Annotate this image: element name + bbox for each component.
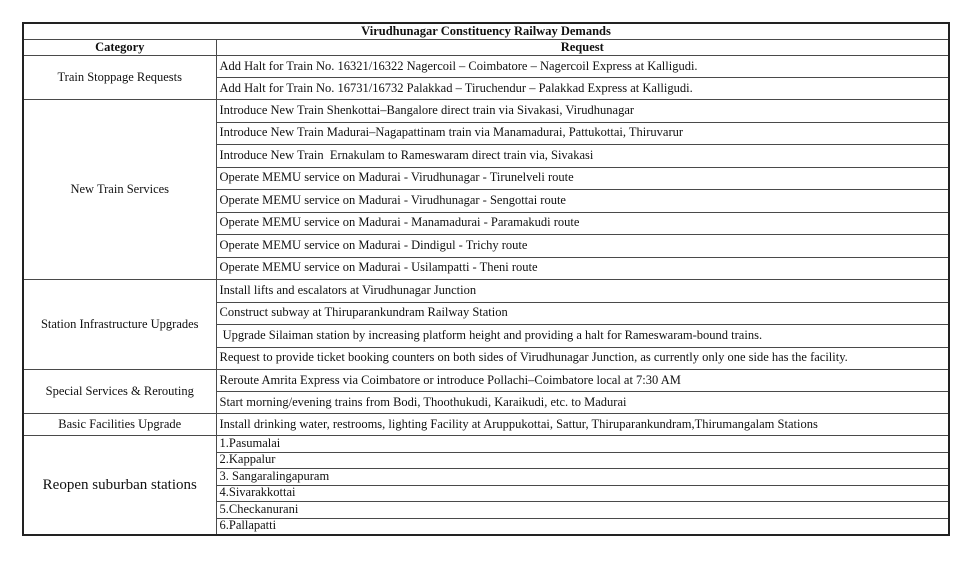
request-cell: Add Halt for Train No. 16731/16732 Palakkad – Tiruchendur – Palakkad Express at Kalligudi. <box>216 78 949 100</box>
request-cell: Install lifts and escalators at Virudhunagar Junction <box>216 280 949 303</box>
request-cell: Introduce New Train Ernakulam to Rameswaram direct train via, Sivakasi <box>216 145 949 168</box>
request-cell: Add Halt for Train No. 16321/16322 Nagercoil – Coimbatore – Nagercoil Express at Kalligudi. <box>216 56 949 78</box>
request-cell: Operate MEMU service on Madurai - Virudhunagar - Sengottai route <box>216 190 949 213</box>
request-cell: 6.Pallapatti <box>216 518 949 535</box>
category-cell: Basic Facilities Upgrade <box>23 414 216 436</box>
request-cell: Start morning/evening trains from Bodi, Thoothukudi, Karaikudi, etc. to Madurai <box>216 392 949 414</box>
request-cell: 3. Sangaralingapuram <box>216 469 949 486</box>
request-cell: 1.Pasumalai <box>216 436 949 453</box>
request-cell: Introduce New Train Shenkottai–Bangalore direct train via Sivakasi, Virudhunagar <box>216 100 949 123</box>
request-cell: Construct subway at Thiruparankundram Railway Station <box>216 302 949 325</box>
table-row <box>23 370 949 392</box>
table-row <box>23 414 949 436</box>
category-cell: New Train Services <box>23 100 216 280</box>
request-cell: 2.Kappalur <box>216 452 949 469</box>
request-cell: Operate MEMU service on Madurai - Usilampatti - Theni route <box>216 257 949 280</box>
table-row <box>23 56 949 78</box>
request-cell: 4.Sivarakkottai <box>216 485 949 502</box>
request-cell: Request to provide ticket booking counters on both sides of Virudhunagar Junction, as currently only one side has the facility. <box>216 347 949 370</box>
table-row <box>23 100 949 123</box>
request-cell: Upgrade Silaiman station by increasing platform height and providing a halt for Rameswaram-bound trains. <box>216 325 949 348</box>
category-cell: Train Stoppage Requests <box>23 56 216 100</box>
request-cell: Install drinking water, restrooms, lighting Facility at Aruppukottai, Sattur, Thiruparankundram,Thirumangalam Stations <box>216 414 949 436</box>
request-cell: Operate MEMU service on Madurai - Manamadurai - Paramakudi route <box>216 212 949 235</box>
railway-demands-table <box>22 22 950 536</box>
request-cell: Operate MEMU service on Madurai - Virudhunagar - Tirunelveli route <box>216 167 949 190</box>
request-cell: Introduce New Train Madurai–Nagapattinam train via Manamadurai, Pattukottai, Thiruvarur <box>216 122 949 145</box>
request-cell: 5.Checkanurani <box>216 502 949 519</box>
table-title: Virudhunagar Constituency Railway Demands <box>23 23 949 40</box>
request-cell: Reroute Amrita Express via Coimbatore or introduce Pollachi–Coimbatore local at 7:30 AM <box>216 370 949 392</box>
category-cell: Reopen suburban stations <box>23 436 216 536</box>
title-row <box>23 23 949 40</box>
request-cell: Operate MEMU service on Madurai - Dindigul - Trichy route <box>216 235 949 258</box>
category-cell: Special Services & Rerouting <box>23 370 216 414</box>
header-row <box>23 40 949 56</box>
table-row <box>23 280 949 303</box>
category-cell: Station Infrastructure Upgrades <box>23 280 216 370</box>
request-header: Request <box>216 40 949 56</box>
category-header: Category <box>23 40 216 56</box>
table-row <box>23 436 949 453</box>
